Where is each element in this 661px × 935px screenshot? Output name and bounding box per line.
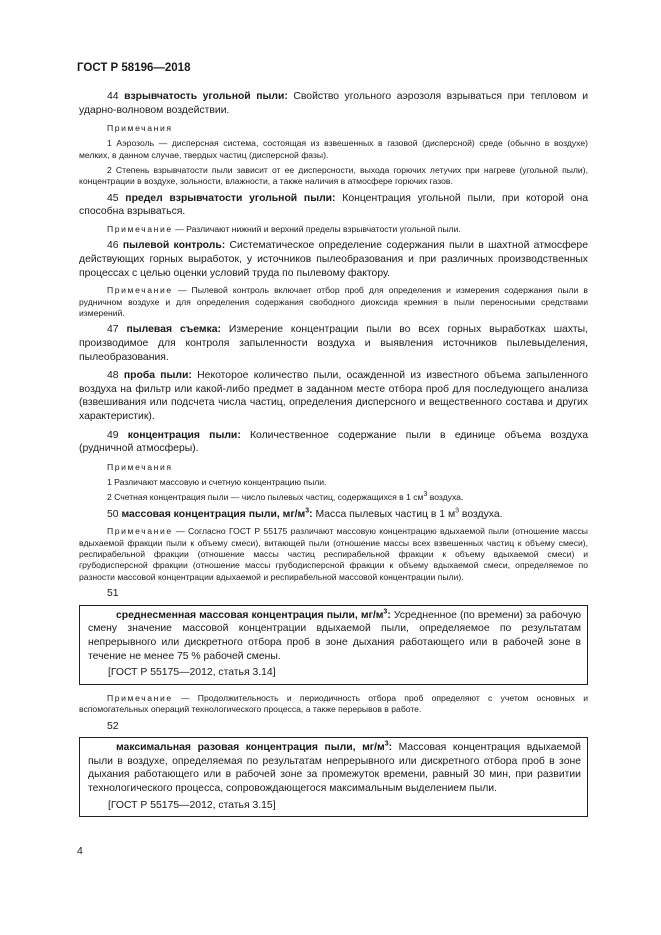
- term-51-box: [79, 605, 588, 685]
- source-reference: [ГОСТ Р 55175—2012, статья 3.15]: [108, 799, 276, 811]
- term-51: [88, 609, 581, 663]
- term-49: [79, 429, 588, 456]
- term-48: [79, 369, 588, 423]
- term-name: [116, 610, 391, 621]
- term-definition: воздуха.: [459, 508, 503, 520]
- note-text: — Пылевой контроль включает отбор проб для определения и измерения содержания пыли в рудничном воздухе и для определения содержания свободного диоксида кремния в пыли переносными средствами измерений.: [79, 285, 588, 318]
- term-46: [79, 239, 588, 280]
- note-text: — Различают нижний и верхний пределы взрывчатости угольной пыли.: [172, 224, 461, 234]
- term-number: 47: [107, 324, 119, 336]
- term-number-51: 51: [107, 588, 119, 600]
- note-45: [79, 224, 588, 235]
- page-content: [79, 90, 588, 825]
- term-name: [116, 742, 392, 753]
- superscript: 3: [423, 491, 428, 499]
- term-52: [88, 741, 581, 795]
- term-definition: Усредненное (по времени) за рабочую смену значение массовой концентрации вдыхаемой пыли, определяемое по результатам непрерывного или дискретного отбора проб в зоне дыхания работающего или в рабочей зоне в течение не менее 75 % рабочей смены.: [88, 609, 581, 662]
- term-name-text: максимальная разовая концентрация пыли, мг/м: [116, 742, 385, 754]
- term-name-text: :: [387, 609, 391, 621]
- term-name: взрывчатость угольной пыли:: [124, 91, 288, 102]
- note-49-2: [79, 492, 588, 503]
- term-name: пылевая съемка:: [126, 324, 221, 336]
- note-text: — Согласно ГОСТ Р 55175 различают массовую концентрацию вдыхаемой пыли (отношение массы вдыхаемой фракции пыли к объему смеси), витающей пыли (отношение массы всех взвешенных частиц к объему смеси), респирабельной фракции (отношение массы частиц респирабельной фракции к объему вдыхаемой смеси) и грубодисперсной фракции (отношение массы грубодисперсной фракции к объему вдыхаемой смеси, определяемое по разности массовой концентрации вдыхаемой и респирабельной массовой концентрации пыли).: [79, 526, 588, 582]
- term-name: пылевой контроль:: [122, 240, 226, 252]
- note-49-1: 1 Различают массовую и счетную концентрацию пыли.: [107, 476, 327, 487]
- term-definition: Количественное содержание пыли в единице объема воздуха (рудничной атмосферы).: [79, 429, 588, 455]
- term-number: 50: [107, 508, 119, 520]
- page-number: 4: [77, 846, 83, 857]
- term-number: 45: [107, 192, 119, 204]
- note-label: Примечание: [107, 224, 173, 234]
- term-52-box: [79, 737, 588, 817]
- term-45: [79, 192, 588, 219]
- term-name: концентрация пыли:: [127, 429, 241, 441]
- note-46: [79, 285, 588, 319]
- term-definition: Массовая концентрация вдыхаемой пыли в воздухе, определяемая по результатам непрерывного или дискретного отбора проб в зоне дыхания работающего или в рабочей зоне за промежуток времени, равный 30 мин, при развитии технологического процесса, сопровождающегося максимальным выделением пыли.: [88, 742, 581, 794]
- note-51: [79, 693, 588, 716]
- term-name: [121, 509, 312, 520]
- superscript: 3: [455, 507, 460, 515]
- term-definition: Некоторое количество пыли, осажденной из известного объема запыленного воздуха на фильтр или какой-либо предмет в заданном месте отбора проб для последующего анализа (взвешивания или подсчета числа частиц, определения дисперсного и вещественного состава и других характеристик).: [79, 370, 588, 422]
- term-definition: Свойство угольного аэрозоля взрываться при тепловом и ударно-волновом воздействии.: [79, 91, 589, 116]
- note-text: 2 Счетная концентрация пыли — число пылевых частиц, содержащихся в 1 см: [107, 492, 424, 503]
- term-number: 46: [107, 240, 119, 252]
- source-reference: [ГОСТ Р 55175—2012, статья 3.14]: [108, 667, 276, 679]
- term-definition: Концентрация угольной пыли, при которой она способна взрываться.: [79, 192, 588, 218]
- term-name-text: среднесменная массовая концентрация пыли, мг/м: [116, 609, 384, 621]
- term-number: 44: [107, 91, 119, 102]
- note-44-1: 1 Аэрозоль — дисперсная система, состоящая из взвешенных в газовой (дисперсной) среде (обычно в воздухе) мелких, в данном случае, твердых частиц (дисперсной фазы).: [79, 138, 588, 160]
- page-header: ГОСТ Р 58196—2018: [77, 62, 191, 74]
- note-44-2: 2 Степень взрывчатости пыли зависит от ее дисперсности, выхода горючих летучих при нагреве (угольной пыли), концентрации в воздухе, зольности, влажности, а также наличия в атмосфере горючих газов.: [79, 165, 588, 187]
- notes-heading: Примечания: [107, 461, 173, 472]
- note-text: воздуха.: [427, 492, 464, 503]
- term-definition: Измерение концентрации пыли во всех горных выработках шахты, производимое для контроля запыленности воздуха и выявления источников пылевыделения, пылеобразования.: [79, 324, 588, 363]
- term-50: [79, 508, 588, 522]
- term-definition: Масса пылевых частиц в 1 м: [312, 508, 456, 520]
- superscript: 3: [384, 740, 389, 748]
- note-text: — Продолжительность и периодичность отбора проб определяют с учетом основных и вспомогательных операций технологического процесса, а также перерывов в работе.: [79, 692, 588, 715]
- term-number-52: 52: [107, 720, 119, 732]
- term-name-text: массовая концентрация пыли, мг/м: [121, 508, 306, 520]
- note-label: Примечание: [107, 285, 173, 296]
- term-definition: Систематическое определение содержания пыли в шахтной атмосфере действующих горных выработок, у источников пылеобразования и при различных производственных процессах с целью оценки условий труда по пылевому фактору.: [79, 240, 588, 279]
- superscript: 3: [305, 507, 310, 515]
- term-name: проба пыли:: [123, 370, 192, 382]
- term-name-text: :: [309, 508, 313, 520]
- term-44: [79, 90, 588, 117]
- notes-heading: Примечания: [107, 123, 173, 134]
- term-name-text: :: [388, 742, 393, 754]
- note-label: Примечание: [107, 526, 173, 537]
- term-47: [79, 323, 588, 364]
- term-name: предел взрывчатости угольной пыли:: [125, 192, 336, 204]
- note-50: [79, 526, 588, 583]
- term-number: 49: [107, 429, 119, 441]
- term-number: 48: [107, 370, 119, 382]
- superscript: 3: [383, 608, 388, 616]
- note-label: Примечание: [107, 692, 173, 703]
